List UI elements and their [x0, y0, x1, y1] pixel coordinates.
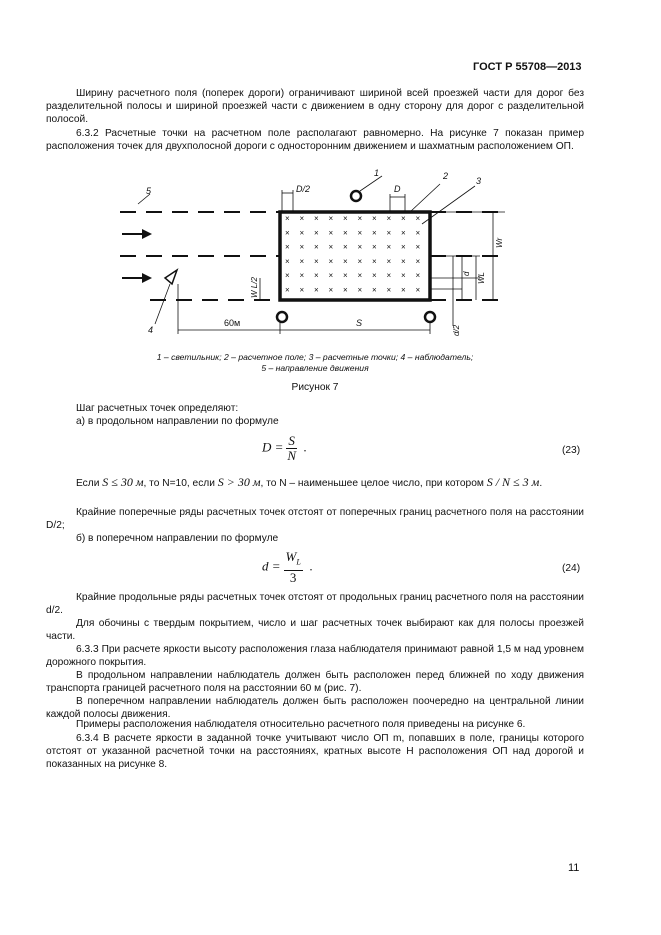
- math-condition-3: S / N ≤ 3 м: [486, 475, 540, 489]
- calculation-point: ×: [314, 242, 319, 252]
- calculation-point: ×: [314, 285, 319, 295]
- formula-24-denominator: 3: [289, 569, 297, 585]
- paragraph-field-width: Ширину расчетного поля (поперек дороги) ограничивают шириной всей проезжей части для дорог без разделительной полосы и шириной проезжей части с движением в одну сторону для дорог с разделительной полосой.: [46, 88, 584, 125]
- calculation-point: ×: [401, 271, 406, 281]
- paragraph-observer-longitudinal: В продольном направлении наблюдатель должен быть расположен перед ближней по ходу движения транспорта границей расчетного поля на расстоянии 60 м (рис. 7).: [46, 670, 584, 694]
- calculation-point: ×: [343, 242, 348, 252]
- calculation-point: ×: [343, 228, 348, 238]
- paragraph-step-intro: Шаг расчетных точек определяют:: [76, 403, 239, 414]
- calculation-point: ×: [328, 214, 334, 223]
- calculation-point: ×: [401, 256, 406, 266]
- calculation-point: ×: [299, 228, 305, 238]
- calculation-point: ×: [343, 214, 348, 223]
- label-d: d: [462, 271, 471, 276]
- calculation-point: ×: [285, 214, 290, 223]
- calculation-point: ×: [415, 228, 421, 238]
- calculation-point: ×: [372, 242, 377, 252]
- calculation-point: ×: [328, 271, 334, 281]
- label-2: 2: [443, 171, 449, 181]
- calculation-point: ×: [415, 214, 421, 223]
- formula-24-numerator: W: [285, 549, 297, 564]
- page-number: 11: [568, 862, 580, 874]
- figure-title: Рисунок 7: [291, 382, 339, 393]
- document-standard-header: ГОСТ Р 55708—2013: [473, 61, 582, 73]
- dimension-lines: [138, 176, 505, 334]
- calculation-point: ×: [386, 214, 392, 223]
- paragraph-examples: Примеры расположения наблюдателя относительно расчетного поля приведены на рисунке 6.: [76, 719, 526, 730]
- calculation-point: ×: [357, 285, 363, 295]
- calculation-point: ×: [372, 256, 377, 266]
- math-condition-2: S > 30 м: [217, 475, 261, 489]
- text-segment: , то N – наименьшее целое число, при котором: [260, 478, 484, 489]
- calculation-point: ×: [299, 271, 305, 281]
- calculation-point: ×: [401, 228, 406, 238]
- paragraph-6-3-3: 6.3.3 При расчете яркости высоту расположения глаза наблюдателя принимают равной 1,5 м над уровнем дорожного покрытия.: [46, 644, 584, 668]
- luminaire-icon: [277, 312, 287, 322]
- calculation-point: ×: [415, 285, 421, 295]
- formula-23-denominator: N: [287, 448, 296, 463]
- formula-23-lhs: D: [262, 439, 272, 455]
- paragraph-longitudinal-rows: Крайние продольные ряды расчетных точек отстоят от продольных границ расчетного поля на расстоянии d/2.: [46, 592, 584, 616]
- calculation-point: ×: [372, 214, 377, 223]
- calculation-point: ×: [314, 271, 319, 281]
- calculation-point: ×: [299, 285, 305, 295]
- paragraph-observer-transverse: В поперечном направлении наблюдатель должен быть расположен поочередно на центральной линии каждой полосы движения.: [46, 696, 584, 720]
- paragraph-shoulder: Для обочины с твердым покрытием, число и шаг расчетных точек выбирают как для полосы проезжей части.: [46, 618, 584, 642]
- calculation-point: ×: [343, 256, 348, 266]
- calculation-point: ×: [285, 256, 290, 266]
- paragraph-transverse: б) в поперечном направлении по формуле: [76, 533, 279, 544]
- calculation-point: ×: [285, 271, 290, 281]
- calculation-point: ×: [343, 285, 348, 295]
- calculation-point: ×: [328, 228, 334, 238]
- figure-legend-line-1: 1 – светильник; 2 – расчетное поле; 3 – расчетные точки; 4 – наблюдатель;: [156, 352, 474, 362]
- math-condition-1: S ≤ 30 м: [102, 475, 144, 489]
- luminaire-icon: [425, 312, 435, 322]
- label-5: 5: [146, 186, 152, 196]
- label-Wr: Wr: [495, 237, 504, 248]
- label-3: 3: [476, 176, 482, 186]
- calculation-point: ×: [285, 285, 290, 295]
- paragraph-6-3-4: 6.3.4 В расчете яркости в заданной точке учитывают число ОП m, попавших в поле, границы которого отстоят от указанной расчетной точки на расстояниях, кратных высоте H расположения ОП над дорогой и показанных на рисунке 8.: [46, 733, 584, 770]
- calculation-point: ×: [386, 228, 392, 238]
- calculation-point: ×: [285, 242, 290, 252]
- label-D: D: [394, 184, 401, 194]
- calculation-point: ×: [299, 242, 305, 252]
- calculation-point: ×: [299, 214, 305, 223]
- calculation-point: ×: [357, 242, 363, 252]
- paragraph-n-condition: Если S ≤ 30 м, то N=10, если S > 30 м, то N – наименьшее целое число, при котором S / N ≤ 3 м.: [76, 475, 543, 489]
- formula-24-number: (24): [562, 563, 581, 574]
- calculation-point: ×: [401, 242, 406, 252]
- calculation-point: ×: [357, 256, 363, 266]
- calculation-point: ×: [386, 271, 392, 281]
- text-segment: , то N=10, если: [143, 478, 215, 489]
- formula-23: D = $\frac{S}{N}$ .: [262, 433, 307, 463]
- formula-23-numerator: S: [288, 433, 295, 448]
- calculation-point: ×: [314, 228, 319, 238]
- calculation-point: ×: [401, 285, 406, 295]
- calculation-point: ×: [357, 271, 363, 281]
- label-4: 4: [148, 325, 154, 335]
- calculation-point: ×: [343, 271, 348, 281]
- calculation-points-grid: [285, 214, 421, 295]
- calculation-point: ×: [415, 256, 421, 266]
- paragraph-longitudinal: а) в продольном направлении по формуле: [76, 416, 279, 427]
- label-60m: 60м: [224, 318, 241, 328]
- calculation-point: ×: [328, 256, 334, 266]
- calculation-point: ×: [372, 228, 377, 238]
- calculation-point: ×: [415, 271, 421, 281]
- observer-eye-icon: [165, 270, 177, 284]
- formula-24-lhs: d: [262, 558, 269, 574]
- calculation-point: ×: [401, 214, 406, 223]
- calculation-point: ×: [386, 256, 392, 266]
- paragraph-transverse-rows: Крайние поперечные ряды расчетных точек отстоят от поперечных границ расчетного поля на расстоянии D/2;: [46, 507, 584, 531]
- calculation-point: ×: [328, 242, 334, 252]
- calculation-point: ×: [372, 271, 377, 281]
- calculation-point: ×: [386, 285, 392, 295]
- label-d-half: d/2: [452, 324, 461, 336]
- formula-23-number: (23): [562, 445, 581, 456]
- figure-legend-line-2: 5 – направление движения: [261, 363, 369, 373]
- calculation-point: ×: [328, 285, 334, 295]
- label-S: S: [356, 318, 363, 328]
- label-wl-half: W L/2: [250, 277, 259, 298]
- calculation-point: ×: [357, 228, 363, 238]
- label-1: 1: [374, 168, 380, 178]
- calculation-point: ×: [285, 228, 290, 238]
- calculation-point: ×: [314, 256, 319, 266]
- calculation-point: ×: [386, 242, 392, 252]
- calculation-point: ×: [314, 214, 319, 223]
- calculation-point: ×: [372, 285, 377, 295]
- formula-24-subscript: L: [296, 557, 301, 567]
- calculation-point: ×: [299, 256, 305, 266]
- calculation-point: ×: [357, 214, 363, 223]
- formula-24: d = $\frac{W_L}{3}$ .: [262, 549, 313, 585]
- label-WL: WL: [477, 272, 486, 284]
- calculation-point: ×: [415, 242, 421, 252]
- paragraph-6-3-2: 6.3.2 Расчетные точки на расчетном поле располагают равномерно. На рисунке 7 показан пример расположения точек для двухполосной дороги с односторонним движением и шахматным расположением ОП.: [46, 128, 584, 152]
- luminaire-icon: [351, 191, 361, 201]
- figure-7-diagram: [110, 166, 520, 348]
- text-segment: Если: [76, 478, 100, 489]
- label-D-half: D/2: [296, 184, 311, 194]
